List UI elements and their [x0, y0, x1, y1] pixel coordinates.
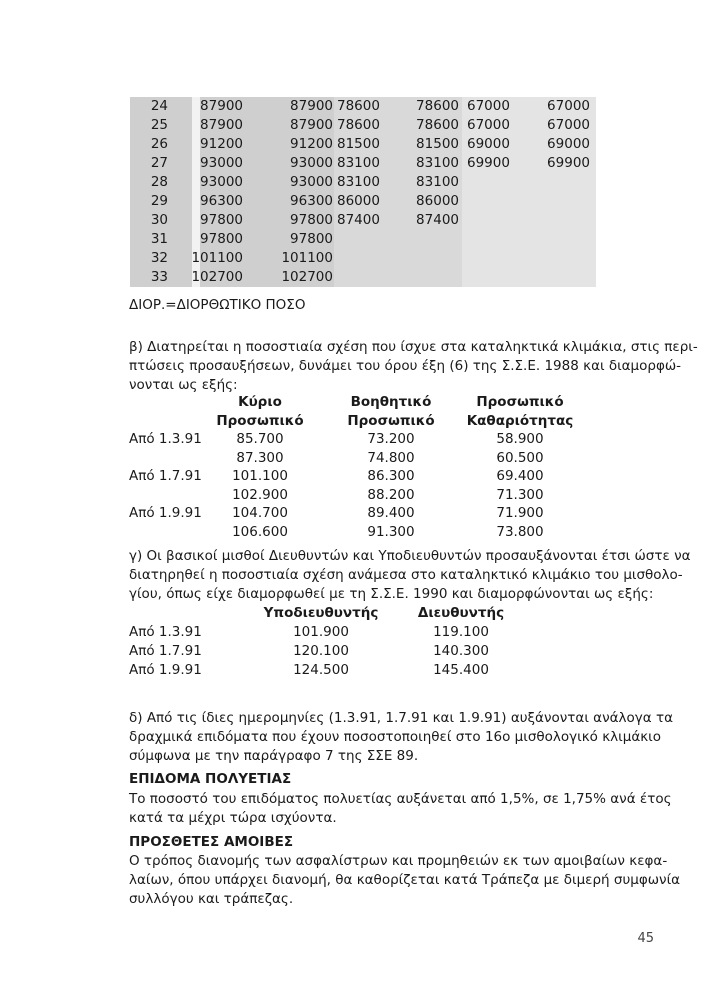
salary-value: 93000 [200, 155, 243, 171]
paragraph-line: διατηρηθεί η ποσοστιαία σχέση ανάμεσα στο καταληκτικό κλιμάκιο του μισθολο- [129, 567, 683, 583]
step-number: 31 [150, 231, 168, 247]
column-header: Προσωπικό [347, 413, 435, 429]
page-number: 45 [637, 931, 654, 946]
salary-value: 67000 [547, 117, 590, 133]
salary-value: 69900 [467, 155, 510, 171]
salary-value: 87900 [200, 117, 243, 133]
step-number: 24 [150, 98, 168, 114]
paragraph-line: β) Διατηρείται η ποσοστιαία σχέση που ίσχυε στα καταληκτικά κλιμάκια, στις περι- [129, 339, 698, 355]
salary-value: 78600 [337, 117, 380, 133]
salary-value: 91200 [290, 136, 333, 152]
date-label: Από 1.7.91 [129, 643, 202, 659]
step-number: 27 [150, 155, 168, 171]
paragraph-line: δ) Από τις ίδιες ημερομηνίες (1.3.91, 1.7.91 και 1.9.91) αυξάνονται ανάλογα τα [129, 710, 673, 726]
salary-value: 67000 [467, 117, 510, 133]
salary-scale-table [130, 97, 596, 287]
paragraph-line: Ο τρόπος διανομής των ασφαλίστρων και προμηθειών εκ των αμοιβαίων κεφα- [129, 853, 668, 869]
salary-value: 101100 [191, 250, 243, 266]
table-row [130, 268, 596, 287]
salary-value: 86000 [337, 193, 380, 209]
table-row [130, 154, 596, 173]
column-header: Προσωπικό [476, 394, 564, 410]
salary-value: 97800 [290, 212, 333, 228]
salary-value: 69.400 [496, 468, 544, 485]
salary-value: 97800 [200, 212, 243, 228]
salary-value: 83100 [416, 174, 459, 190]
salary-value: 101.900 [293, 624, 349, 640]
salary-value: 81500 [416, 136, 459, 152]
salary-value: 96300 [200, 193, 243, 209]
column-header: Κύριο [238, 394, 282, 410]
column-header: Υποδιευθυντής [263, 605, 379, 621]
salary-value: 58.900 [496, 431, 544, 447]
salary-value: 89.400 [367, 505, 415, 522]
salary-value: 71.300 [496, 486, 544, 503]
salary-value: 97800 [290, 231, 333, 247]
table-row [130, 230, 596, 249]
salary-value: 88.200 [367, 486, 415, 503]
salary-value: 73.200 [367, 431, 415, 447]
paragraph-line: κατά τα μέχρι τώρα ισχύοντα. [129, 810, 337, 826]
salary-value: 145.400 [433, 662, 489, 678]
paragraph-line: νονται ως εξής: [129, 377, 238, 393]
salary-value: 91200 [200, 136, 243, 152]
salary-value: 101.100 [232, 468, 288, 485]
step-number: 30 [150, 212, 168, 228]
salary-value: 102700 [281, 269, 333, 285]
step-number: 28 [150, 174, 168, 190]
salary-value: 87400 [416, 212, 459, 228]
date-label: Από 1.3.91 [129, 624, 202, 640]
step-number: 33 [150, 269, 168, 285]
salary-value: 69000 [467, 136, 510, 152]
paragraph-line: γ) Οι βασικοί μισθοί Διευθυντών και Υποδιευθυντών προσαυξάνονται έτσι ώστε να [129, 548, 691, 564]
paragraph-line: γίου, όπως είχε διαμορφωθεί με τη Σ.Σ.Ε. 1990 και διαμορφώνονται ως εξής: [129, 586, 654, 602]
salary-value: 87900 [290, 117, 333, 133]
paragraph-line: σύμφωνα με την παράγραφο 7 της ΣΣΕ 89. [129, 748, 419, 764]
salary-value: 73.800 [496, 524, 544, 540]
salary-value: 78600 [337, 98, 380, 114]
salary-value: 86000 [416, 193, 459, 209]
salary-value: 81500 [337, 136, 380, 152]
salary-value: 87900 [200, 98, 243, 114]
salary-value: 83100 [337, 155, 380, 171]
salary-value: 78600 [416, 98, 459, 114]
salary-value: 87400 [337, 212, 380, 228]
date-label: Από 1.7.91 [129, 468, 202, 485]
step-number: 25 [150, 117, 168, 133]
salary-value: 104.700 [232, 505, 288, 522]
salary-value: 60.500 [496, 449, 544, 466]
salary-value: 67000 [467, 98, 510, 114]
step-number: 26 [150, 136, 168, 152]
date-label: Από 1.9.91 [129, 662, 202, 678]
salary-value: 101100 [281, 250, 333, 266]
column-header: Βοηθητικό [350, 394, 432, 410]
salary-value: 69000 [547, 136, 590, 152]
salary-value: 86.300 [367, 468, 415, 485]
column-header: Προσωπικό [216, 413, 304, 429]
section-heading: ΕΠΙΔΟΜΑ ΠΟΛΥΕΤΙΑΣ [129, 771, 292, 787]
section-heading: ΠΡΟΣΘΕΤΕΣ ΑΜΟΙΒΕΣ [129, 834, 294, 850]
column-header: Καθαριότητας [466, 413, 574, 429]
salary-value: 93000 [290, 155, 333, 171]
paragraph-line: συλλόγου και τράπεζας. [129, 891, 294, 907]
salary-value: 119.100 [433, 624, 489, 640]
salary-value: 96300 [290, 193, 333, 209]
paragraph-line: δραχμικά επιδόματα που έχουν ποσοστοποιηθεί στο 16ο μισθολογικό κλιμάκιο [129, 729, 662, 745]
paragraph-line: λαίων, όπου υπάρχει διανομή, θα καθορίζεται κατά Τράπεζα με διμερή συμφωνία [129, 872, 681, 888]
table-row [130, 97, 596, 116]
column-header: Διευθυντής [417, 605, 505, 621]
salary-value: 120.100 [293, 643, 349, 659]
table-row [130, 116, 596, 135]
salary-value: 102700 [191, 269, 243, 285]
table-row [130, 173, 596, 192]
salary-value: 93000 [200, 174, 243, 190]
salary-value: 69900 [547, 155, 590, 171]
salary-value: 124.500 [293, 662, 349, 678]
salary-value: 74.800 [367, 449, 415, 466]
salary-value: 87900 [290, 98, 333, 114]
salary-value: 85.700 [236, 431, 284, 447]
salary-value: 106.600 [232, 524, 288, 540]
salary-value: 78600 [416, 117, 459, 133]
salary-value: 83100 [416, 155, 459, 171]
step-number: 32 [150, 250, 168, 266]
salary-value: 87.300 [236, 449, 284, 466]
salary-value: 93000 [290, 174, 333, 190]
salary-value: 91.300 [367, 524, 415, 540]
table-row [130, 211, 596, 230]
paragraph-line: Το ποσοστό του επιδόματος πολυετίας αυξάνεται από 1,5%, σε 1,75% ανά έτος [129, 791, 672, 807]
salary-value: 97800 [200, 231, 243, 247]
step-number: 29 [150, 193, 168, 209]
salary-value: 71.900 [496, 505, 544, 522]
date-label: Από 1.9.91 [129, 505, 202, 522]
table-row [130, 135, 596, 154]
table-row [130, 192, 596, 211]
salary-value: 102.900 [232, 486, 288, 503]
salary-value: 83100 [337, 174, 380, 190]
salary-value: 67000 [547, 98, 590, 114]
abbreviation-note: ΔΙΟΡ.=ΔΙΟΡΘΩΤΙΚΟ ΠΟΣΟ [129, 297, 306, 313]
date-label: Από 1.3.91 [129, 431, 202, 447]
table-row [130, 249, 596, 268]
salary-value: 140.300 [433, 643, 489, 659]
paragraph-line: πτώσεις προσαυξήσεων, δυνάμει του όρου έξη (6) της Σ.Σ.Ε. 1988 και διαμορφώ- [129, 358, 682, 374]
